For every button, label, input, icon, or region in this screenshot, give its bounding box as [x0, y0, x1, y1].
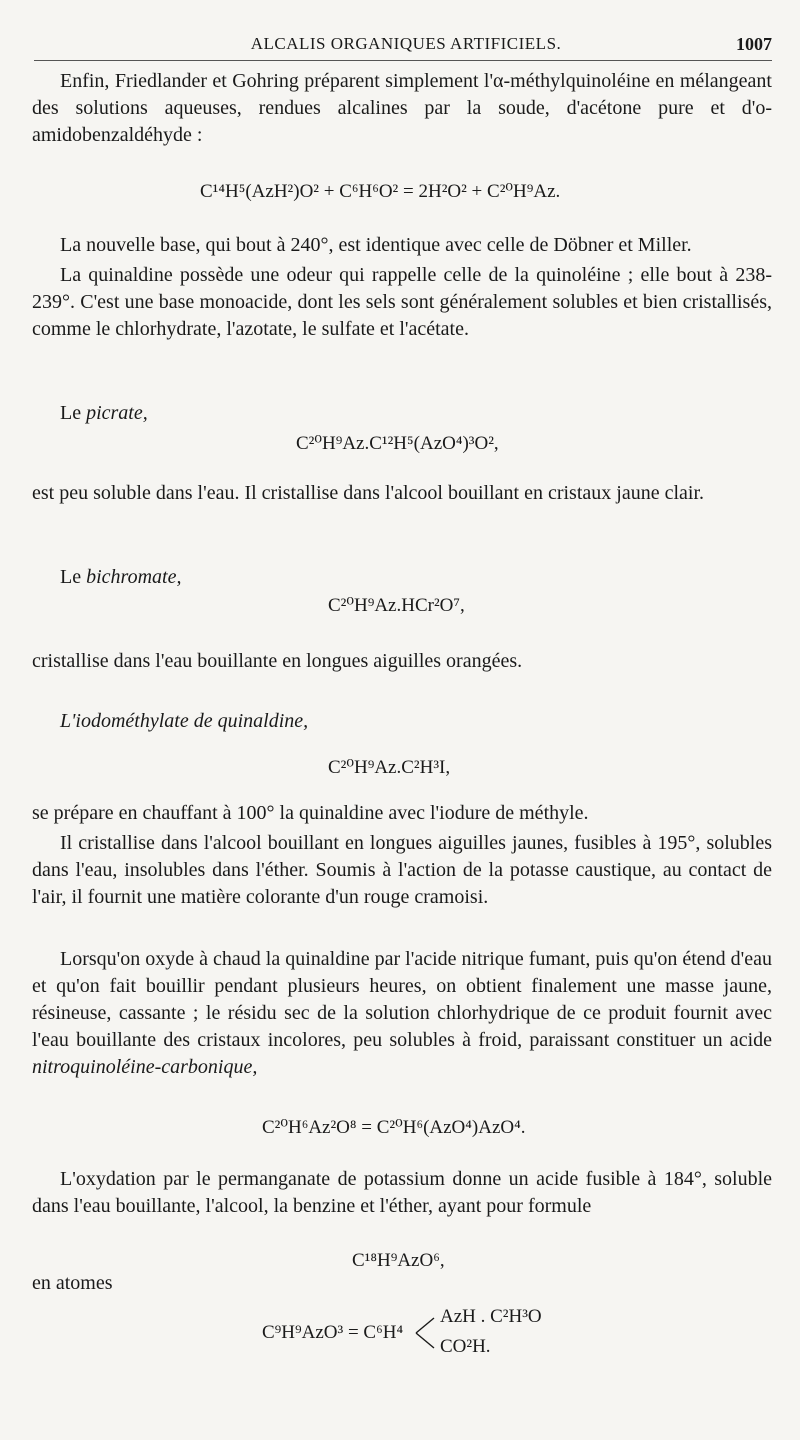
en-atomes-label: en atomes: [32, 1272, 113, 1294]
formula-atomic-bottom: CO²H.: [440, 1336, 491, 1357]
acid-name-term: nitroquinoléine-carbonique,: [32, 1056, 258, 1078]
paragraph-quinaldine-properties: La quinaldine possède une odeur qui rappelle celle de la quinoléine ; elle bout à 238-239°. C'est une base monoacide, dont les sels sont généralement solubles et bien cristallisés, comme le chlorhydrate, l'azotate, le sulfate et l'acétate.: [32, 264, 772, 340]
paragraph-friedlander: Enfin, Friedlander et Gohring préparent simplement l'α-méthylquinoléine en mélangeant des solutions aqueuses, rendues alcalines par la soude, d'acétone pure et d'o-amidobenzaldéhyde :: [32, 70, 772, 146]
bracket-lines: [412, 1306, 438, 1360]
picrate-heading: [32, 400, 772, 427]
formula-iodomethylate: C²⁰H⁹Az.C²H³I,: [328, 757, 451, 778]
picrate-prefix: Le: [60, 402, 87, 424]
paragraph-cristallise: Il cristallise dans l'alcool bouillant en longues aiguilles jaunes, fusibles à 195°, solubles dans l'eau, insolubles dans l'éther. Soumis à l'action de la potasse caustique, au contact de l'air, il fournit une matière colorante d'un rouge cramoisi.: [32, 832, 772, 908]
paragraph-bichromate: cristallise dans l'eau bouillante en longues aiguilles orangées.: [32, 650, 523, 672]
formula-picrate: C²⁰H⁹Az.C¹²H⁵(AzO⁴)³O²,: [296, 433, 499, 454]
formula-atomic-left: C⁹H⁹AzO³ = C⁶H⁴: [262, 1322, 404, 1343]
iodomethylate-heading: [32, 708, 772, 735]
bracket-lower-line: [416, 1333, 434, 1348]
formula-nitroquinoleine: C²⁰H⁶Az²O⁸ = C²⁰H⁶(AzO⁴)AzO⁴.: [262, 1117, 526, 1138]
paragraph-permanganate: L'oxydation par le permanganate de potassium donne un acide fusible à 184°, soluble dans l'eau bouillante, l'alcool, la benzine et l'éther, ayant pour formule: [32, 1168, 772, 1217]
header-rule: [34, 60, 772, 61]
formula-acid-equivalents: C¹⁸H⁹AzO⁶,: [352, 1250, 445, 1271]
bichromate-prefix: Le: [60, 566, 87, 588]
formula-bichromate: C²⁰H⁹Az.HCr²O⁷,: [328, 595, 465, 616]
page-number: 1007: [736, 34, 772, 54]
bichromate-term: bichromate,: [86, 566, 182, 588]
running-title: ALCALIS ORGANIQUES ARTIFICIELS.: [250, 34, 562, 53]
paragraph-oxydation-nitrique: [32, 946, 772, 1081]
formula-atomic-top: AzH . C²H³O: [440, 1306, 542, 1327]
bracket-upper-line: [416, 1318, 434, 1333]
paragraph-iodomethylate: se prépare en chauffant à 100° la quinaldine avec l'iodure de méthyle.: [32, 802, 589, 824]
iodomethylate-term: L'iodométhylate de quinaldine,: [60, 710, 309, 732]
paragraph-nouvelle-base: La nouvelle base, qui bout à 240°, est identique avec celle de Döbner et Miller.: [60, 234, 692, 256]
oxydation-text: Lorsqu'on oxyde à chaud la quinaldine par l'acide nitrique fumant, puis qu'on étend d'eau et qu'on fait bouillir pendant plusieurs heures, on obtient finalement une masse jaune, résineuse, cassante ; le résidu sec de la solution chlorhydrique de ce produit fournit avec l'eau bouillante des cristaux incolores, peu solubles à froid, paraissant constituer un acide: [32, 948, 772, 1051]
paragraph-picrate: est peu soluble dans l'eau. Il cristallise dans l'alcool bouillant en cristaux jaune clair.: [32, 482, 705, 504]
bichromate-heading: [32, 564, 772, 591]
picrate-term: picrate,: [86, 402, 148, 424]
formula-synthesis: C¹⁴H⁵(AzH²)O² + C⁶H⁶O² = 2H²O² + C²⁰H⁹Az.: [200, 181, 561, 202]
page-header: [40, 34, 772, 58]
